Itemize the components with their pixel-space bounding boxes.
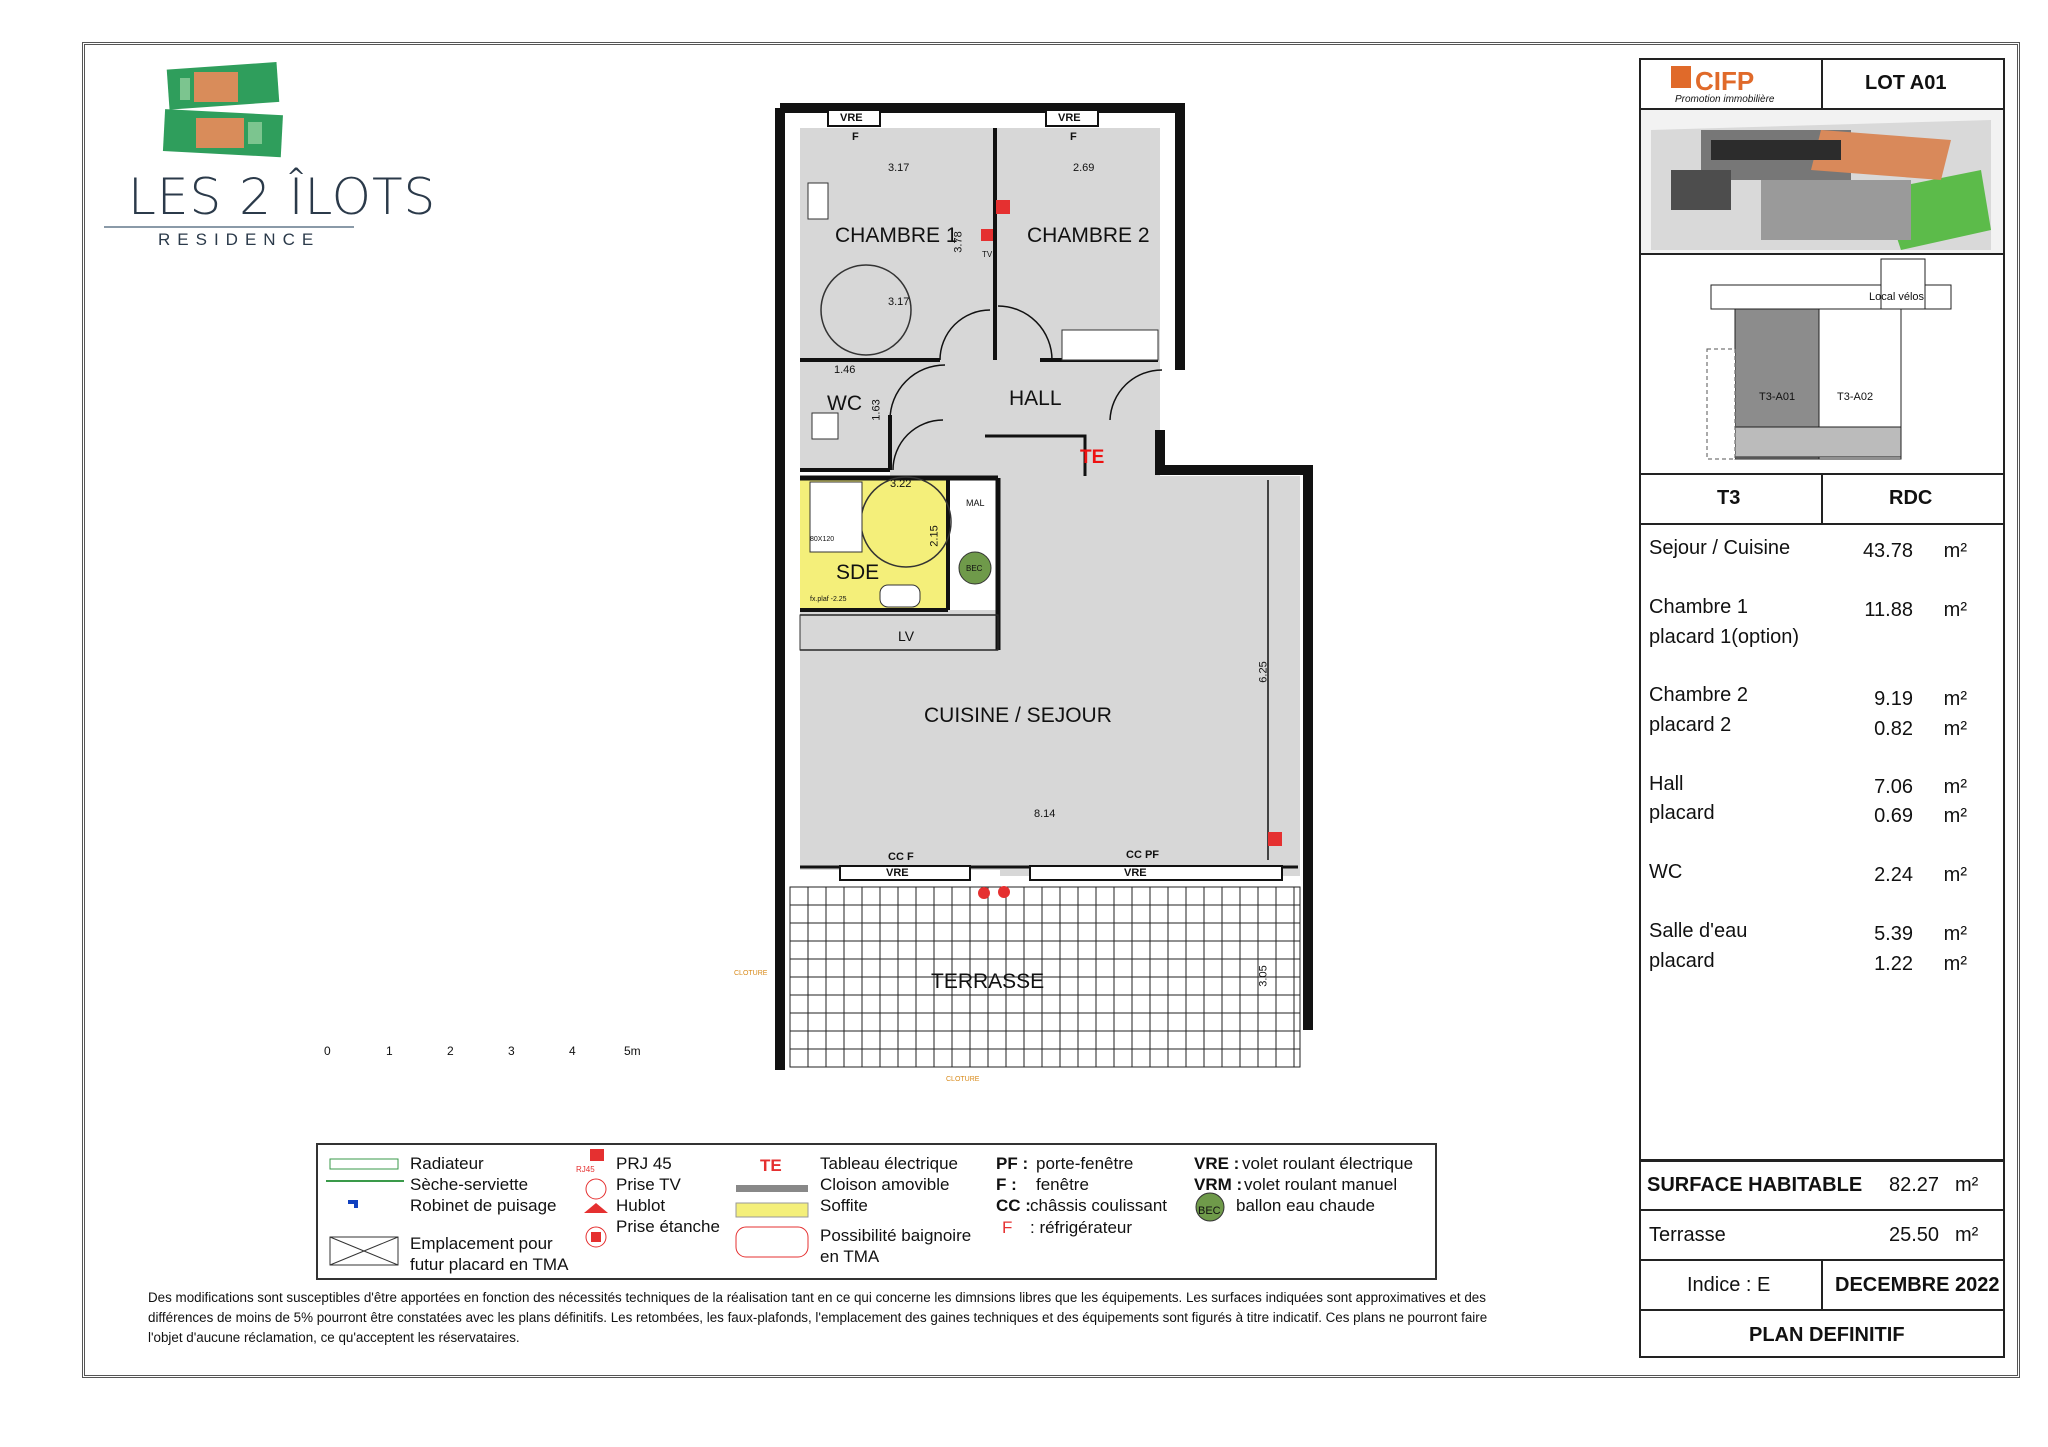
dim-625: 6.25 xyxy=(1257,661,1270,683)
site-plan xyxy=(1641,253,2003,475)
unit-level: RDC xyxy=(1889,487,1933,509)
dim-146: 1.46 xyxy=(834,364,856,376)
window-cc-f: CC F xyxy=(888,851,914,863)
legend-pf-key: PF : xyxy=(996,1154,1029,1173)
legend-radiateur: Radiateur xyxy=(410,1154,484,1173)
area-unit: m² xyxy=(1943,776,1967,798)
area-label: Hall xyxy=(1649,773,1684,795)
dim-317a: 3.17 xyxy=(888,162,910,174)
legend-baignoire-2: en TMA xyxy=(820,1247,880,1266)
window-cc-pf: CC PF xyxy=(1126,849,1159,861)
legend-vre: volet roulant électrique xyxy=(1242,1154,1414,1173)
legend-emplacement-1: Emplacement pour xyxy=(410,1234,553,1253)
site-unit-a02: T3-A02 xyxy=(1837,391,1874,403)
scale-tick: 2 xyxy=(447,1044,454,1058)
scale-tick: 5m xyxy=(624,1044,641,1058)
cloture-left: CLOTURE xyxy=(734,970,768,977)
status-row xyxy=(1641,1309,2003,1359)
terrasse-value: 25.50 xyxy=(1889,1224,1940,1246)
dim-317b: 3.17 xyxy=(888,296,910,308)
window-f-2: F xyxy=(1070,131,1077,143)
site-unit-a01: T3-A01 xyxy=(1759,391,1796,403)
logo-title: LES 2 ÎLOTS xyxy=(128,168,437,226)
unit-type: T3 xyxy=(1717,487,1741,509)
area-table xyxy=(1641,523,2003,1161)
area-value: 5.39 xyxy=(1874,923,1913,945)
legend-vrm-key: VRM : xyxy=(1194,1175,1243,1194)
area-label: Salle d'eau xyxy=(1649,920,1748,942)
room-label-te: TE xyxy=(1080,447,1105,468)
cloture-bottom: CLOTURE xyxy=(946,1076,980,1083)
area-value: 43.78 xyxy=(1862,540,1913,562)
legend xyxy=(316,1143,1437,1280)
legend-f-key: F : xyxy=(996,1175,1017,1194)
header-divider xyxy=(1821,60,1823,108)
brand-subtitle: Promotion immobilière xyxy=(1675,94,1775,105)
habitable-label: SURFACE HABITABLE xyxy=(1647,1174,1863,1196)
indice-row xyxy=(1641,1259,2003,1311)
area-label: placard xyxy=(1649,950,1715,972)
label-bec: BEC xyxy=(966,564,983,573)
room-label-wc: WC xyxy=(827,392,862,415)
legend-bec-icon: BEC xyxy=(1198,1205,1221,1217)
legend-vre-key: VRE : xyxy=(1194,1154,1240,1173)
legend-refr-key: F xyxy=(1002,1218,1013,1237)
area-value: 7.06 xyxy=(1874,776,1913,798)
terrasse-row xyxy=(1641,1209,2003,1261)
label-lv: LV xyxy=(898,628,915,644)
legend-f: fenêtre xyxy=(1036,1175,1089,1194)
window-vre-1: VRE xyxy=(840,112,863,124)
hall-fill xyxy=(890,358,1160,478)
room-label-hall: HALL xyxy=(1009,387,1062,410)
legend-seche-serviette: Sèche-serviette xyxy=(410,1175,529,1194)
legend-bec: ballon eau chaude xyxy=(1236,1196,1375,1215)
habitable-row xyxy=(1641,1159,2003,1212)
window-f-1: F xyxy=(852,131,859,143)
room-label-chambre-1: CHAMBRE 1 xyxy=(835,224,958,247)
legend-cc-key: CC : xyxy=(996,1196,1031,1215)
dim-215: 2.15 xyxy=(928,525,941,547)
area-value: 9.19 xyxy=(1874,688,1913,710)
area-value: 0.69 xyxy=(1874,805,1913,827)
legend-prj45: PRJ 45 xyxy=(616,1154,672,1173)
habitable-unit: m² xyxy=(1955,1174,1979,1196)
dim-269: 2.69 xyxy=(1073,162,1095,174)
legend-soffite: Soffite xyxy=(820,1196,868,1215)
area-unit: m² xyxy=(1943,864,1967,886)
logo-mark xyxy=(160,60,290,160)
legend-cc: châssis coulissant xyxy=(1030,1196,1168,1215)
legend-baignoire-1: Possibilité baignoire xyxy=(820,1226,972,1245)
legend-prise-tv: Prise TV xyxy=(616,1175,681,1194)
area-label: placard xyxy=(1649,802,1715,824)
terrasse-unit: m² xyxy=(1955,1224,1979,1246)
scale-tick: 0 xyxy=(324,1044,331,1058)
room-label-chambre-2: CHAMBRE 2 xyxy=(1027,224,1150,247)
scale-tick: 3 xyxy=(508,1044,515,1058)
dim-322: 3.22 xyxy=(890,478,912,490)
plan-status: PLAN DEFINITIF xyxy=(1749,1324,1905,1346)
label-tv: TV xyxy=(982,250,993,259)
scale-tick: 4 xyxy=(569,1044,576,1058)
dim-163: 1.63 xyxy=(870,399,883,421)
dim-305: 3.05 xyxy=(1257,965,1270,987)
floor-plan xyxy=(760,100,1320,1090)
dim-bath: 80X120 xyxy=(810,536,835,543)
plan-date: DECEMBRE 2022 xyxy=(1835,1274,2000,1296)
legend-cloison: Cloison amovible xyxy=(820,1175,950,1194)
legend-tableau: Tableau électrique xyxy=(820,1154,958,1173)
legend-hublot: Hublot xyxy=(616,1196,666,1215)
label-mal: MAL xyxy=(966,498,985,508)
disclaimer: Des modifications sont susceptibles d'être apportées en fonction des nécessités techniques de la réalisation tant en ce qui concerne les dimnsions libres que les équipements. Les surfaces indiquées sont approximatives et des différences de moins de 5% pourront être constatées avec les plans définitifs. Les retombées, les faux-plafonds, l'emplacement des gaines techniques et des équipements sont figurés à titre indicatif. Ces plans ne pourront faire l'objet d'aucune réclamation, ce qu'acceptent les réservataires. xyxy=(148,1290,1488,1345)
area-unit: m² xyxy=(1943,688,1967,710)
area-label: Chambre 2 xyxy=(1649,684,1748,706)
room-label-terrasse: TERRASSE xyxy=(931,970,1045,993)
scale-tick: 1 xyxy=(386,1044,393,1058)
title-block xyxy=(1639,58,2005,1358)
building-render xyxy=(1641,108,2003,255)
area-label: placard 2 xyxy=(1649,714,1732,736)
legend-refr: : réfrigérateur xyxy=(1030,1218,1133,1237)
area-value: 0.82 xyxy=(1874,718,1913,740)
room-label-sde: SDE xyxy=(836,561,880,584)
cifp-logo-icon xyxy=(1671,66,1691,88)
area-value: 2.24 xyxy=(1874,864,1913,886)
area-label: WC xyxy=(1649,861,1683,883)
brand-name: CIFP xyxy=(1695,66,1755,96)
room-label-cuisine-sejour: CUISINE / SEJOUR xyxy=(924,704,1112,727)
legend-te-icon: TE xyxy=(760,1156,782,1175)
area-unit: m² xyxy=(1943,599,1967,621)
terrasse-label: Terrasse xyxy=(1649,1224,1726,1246)
area-unit: m² xyxy=(1943,953,1967,975)
legend-robinet: Robinet de puisage xyxy=(410,1196,557,1215)
site-local-velos: Local vélos xyxy=(1869,291,1925,303)
dim-plaf: fx.plaf -2.25 xyxy=(810,596,847,603)
logo-subtitle: RESIDENCE xyxy=(158,230,321,249)
logo-divider xyxy=(104,226,354,228)
area-label: Sejour / Cuisine xyxy=(1649,537,1791,559)
indice: Indice : E xyxy=(1687,1274,1771,1296)
habitable-value: 82.27 xyxy=(1889,1174,1940,1196)
window-vre-2: VRE xyxy=(1058,112,1081,124)
area-unit: m² xyxy=(1943,718,1967,740)
site-plan-image xyxy=(1641,255,2003,475)
indice-divider xyxy=(1821,1261,1823,1309)
legend-prj-icon: RJ45 xyxy=(576,1165,595,1174)
area-label: placard 1(option) xyxy=(1649,626,1800,648)
area-unit: m² xyxy=(1943,923,1967,945)
area-value: 11.88 xyxy=(1864,599,1913,621)
area-unit: m² xyxy=(1943,805,1967,827)
legend-emplacement-2: futur placard en TMA xyxy=(410,1255,569,1274)
lot-number: LOT A01 xyxy=(1865,72,1947,94)
window-vre-3: VRE xyxy=(886,867,909,879)
unit-divider xyxy=(1821,475,1823,525)
window-vre-4: VRE xyxy=(1124,867,1147,879)
area-value: 1.22 xyxy=(1874,953,1913,975)
dim-378: 3.78 xyxy=(952,231,965,253)
area-unit: m² xyxy=(1943,540,1967,562)
unit-row xyxy=(1641,473,2003,525)
area-label: Chambre 1 xyxy=(1649,596,1748,618)
cuisine-fill xyxy=(800,610,1300,870)
legend-prise-etanche: Prise étanche xyxy=(616,1217,720,1236)
building-render-image xyxy=(1641,110,2003,255)
legend-vrm: volet roulant manuel xyxy=(1244,1175,1398,1194)
legend-pf: porte-fenêtre xyxy=(1036,1154,1134,1173)
dim-814: 8.14 xyxy=(1034,808,1056,820)
